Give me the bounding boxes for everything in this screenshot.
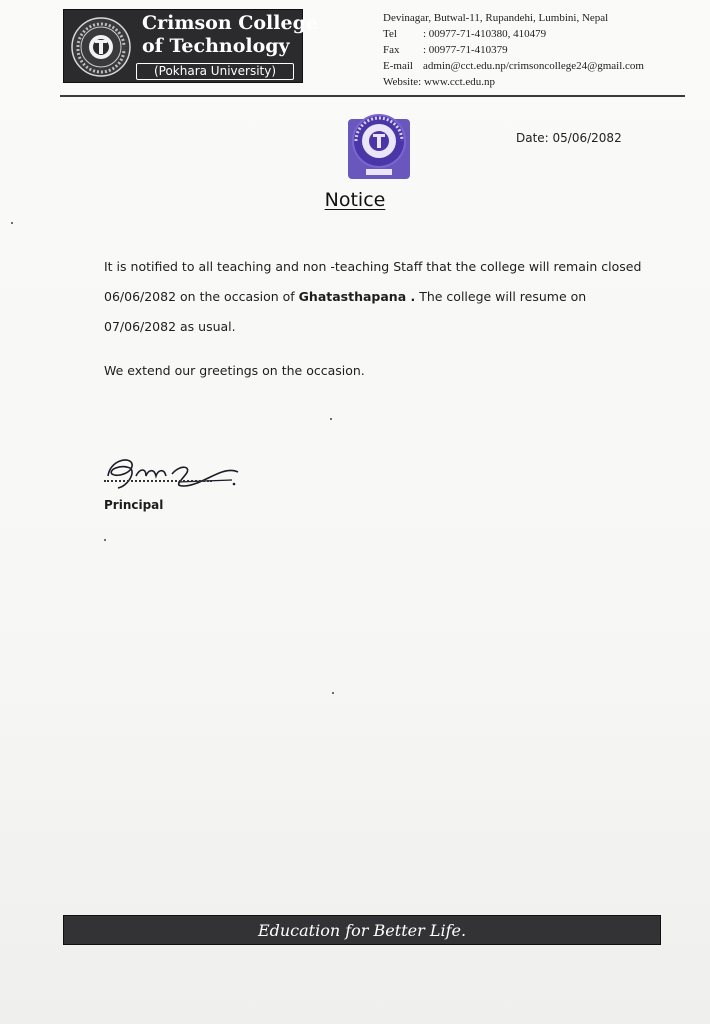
paper-speck xyxy=(104,539,106,541)
notice-occasion: Ghatasthapana . xyxy=(298,289,416,304)
notice-greeting: We extend our greetings on the occasion. xyxy=(104,363,365,378)
notice-title xyxy=(0,189,710,211)
tel-value: : 00977-71-410380, 410479 xyxy=(423,28,547,40)
header-divider xyxy=(60,95,685,97)
paper-speck xyxy=(332,692,334,694)
principal-signature xyxy=(100,446,250,498)
paper-speck xyxy=(11,222,13,224)
website-line xyxy=(383,74,703,90)
fax-value: : 00977-71-410379 xyxy=(423,44,508,56)
notice-date: Date: 05/06/2082 xyxy=(516,131,622,145)
email-value[interactable]: admin@cct.edu.np/crimsoncollege24@gmail.com xyxy=(423,60,644,72)
college-emblem-icon xyxy=(70,16,132,78)
footer-band xyxy=(63,915,661,945)
website-label: Website xyxy=(383,76,419,88)
university-label: (Pokhara University) xyxy=(136,63,294,80)
email-line xyxy=(383,58,703,74)
fax-line xyxy=(383,42,703,58)
letterhead-logo-block xyxy=(63,9,318,83)
notice-body-part1: It is notified to all teaching and non -teaching Staff that the college will remain closed 06/06/2082 on the occasion of xyxy=(104,259,642,304)
tel-label: Tel xyxy=(383,28,397,40)
paper-speck xyxy=(330,418,332,420)
college-name-line1: Crimson College xyxy=(142,12,318,34)
notice-body-part2: The college will resume on 07/06/2082 as usual. xyxy=(104,289,587,334)
signature-line xyxy=(104,480,212,482)
email-label: E-mail xyxy=(383,60,413,72)
college-name xyxy=(142,12,318,58)
contact-info xyxy=(383,10,703,90)
notice-body xyxy=(104,252,644,342)
signatory-title: Principal xyxy=(104,498,164,512)
website-value[interactable]: : www.cct.edu.np xyxy=(418,76,496,88)
address-line: Devinagar, Butwal-11, Rupandehi, Lumbini, Nepal xyxy=(383,12,609,24)
notice-title-text: Notice xyxy=(324,189,386,211)
college-name-line2: of Technology xyxy=(142,35,290,57)
college-seal-icon xyxy=(346,111,412,181)
footer-slogan: Education for Better Life. xyxy=(257,921,467,940)
fax-label: Fax xyxy=(383,44,400,56)
tel-line xyxy=(383,26,703,42)
